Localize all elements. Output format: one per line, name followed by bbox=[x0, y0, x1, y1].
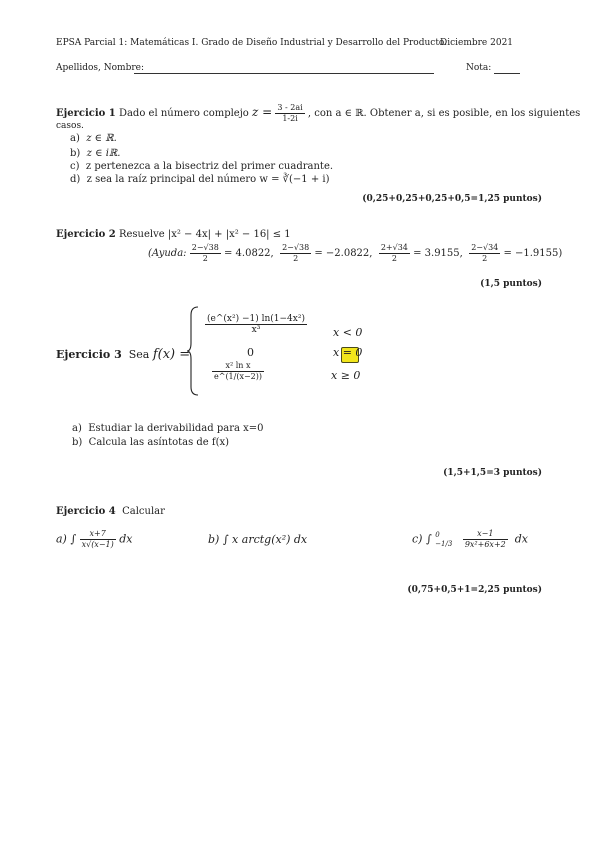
case1-expr: $\frac{\text{(e\textasciicircum{}(x²) −1) ln(1−4x²)}}{\text{x³}}$ bbox=[207, 314, 305, 335]
ex1-points: (0,25+0,25+0,25+0,5=1,25 puntos) bbox=[362, 194, 542, 204]
ex3-item-b: b) Calcula las asíntotas de f(x) bbox=[72, 437, 230, 448]
name-label: Apellidos, Nombre: bbox=[56, 63, 144, 73]
case2-cond: x = 0 bbox=[333, 346, 363, 359]
ex3-item-a: a) Estudiar la derivabilidad para x=0 bbox=[72, 423, 264, 434]
ex1-item-d: d) z sea la raíz principal del número w = ∛(−1 + i) bbox=[70, 174, 330, 185]
grade-label: Nota: bbox=[466, 63, 492, 73]
case1-cond: x < 0 bbox=[333, 326, 363, 339]
ex1-item-c: c) z pertenezca a la bisectriz del primer cuadrante. bbox=[70, 161, 334, 172]
piecewise-brace bbox=[186, 305, 200, 397]
ex4-part-c: c) ∫ 0 −1/3 $\frac{x-1}{\text{9x²+6x+2}}$ dx bbox=[412, 529, 528, 549]
z-fraction: $\frac{3 - 2ai}{1-2i}$ bbox=[277, 103, 303, 123]
ex4-label: Ejercicio 4 bbox=[56, 506, 116, 517]
name-line bbox=[134, 73, 434, 74]
ex1-item-a: a) z ∈ ℝ. bbox=[70, 133, 117, 144]
ex4-part-b: b) ∫ x arctg(x²) dx bbox=[208, 533, 308, 546]
ex3-label: Ejercicio 3 bbox=[56, 348, 122, 361]
ex2-help: (Ayuda: $\frac{2-√38}{2}$ = 4.0822, $\frac{2-√38}{2}$ = −2.0822, $\frac{2+√34}{2}$ = 3.9155, $\frac{2-√34}{2}$ = −1.9155) bbox=[148, 243, 563, 263]
ex2-points: (1,5 puntos) bbox=[480, 279, 542, 289]
ex4-points: (0,75+0,5+1=2,25 puntos) bbox=[407, 585, 542, 595]
ex2-statement: Ejercicio 2 Resuelve |x² − 4x| + |x² − 16| ≤ 1 bbox=[56, 229, 291, 240]
ex3-points: (1,5+1,5=3 puntos) bbox=[443, 468, 542, 478]
ex1-statement: Ejercicio 1 Dado el número complejo z = $\frac{3 - 2ai}{1-2i}$ , con a ∈ ℝ. Obtener a, si es posible, en los siguientes bbox=[56, 103, 581, 123]
case2-expr: 0 bbox=[247, 346, 254, 359]
ex4-part-a: a) ∫ $\frac{x+7}{x√(x-1)}$ dx bbox=[56, 529, 133, 549]
ex2-label: Ejercicio 2 bbox=[56, 229, 116, 240]
ex4-statement: Ejercicio 4 Calcular bbox=[56, 506, 165, 517]
exam-title: EPSA Parcial 1: Matemáticas I. Grado de Diseño Industrial y Desarrollo del Producto. bbox=[56, 38, 448, 48]
ex1-label: Ejercicio 1 bbox=[56, 108, 116, 119]
ex1-cond2: casos. bbox=[56, 121, 84, 131]
ex3-statement: Ejercicio 3 Sea f(x) = bbox=[56, 347, 191, 362]
exam-date: Diciembre 2021 bbox=[440, 38, 514, 48]
integral-limits: 0 −1/3 bbox=[435, 530, 453, 548]
grade-line bbox=[494, 73, 520, 74]
case3-cond: x ≥ 0 bbox=[331, 369, 361, 382]
case3-expr: $\frac{\text{x² ln x}}{e\^{}(1/(x-2))}$ bbox=[214, 361, 263, 381]
ex1-item-b: b) z ∈ iℝ. bbox=[70, 148, 121, 159]
